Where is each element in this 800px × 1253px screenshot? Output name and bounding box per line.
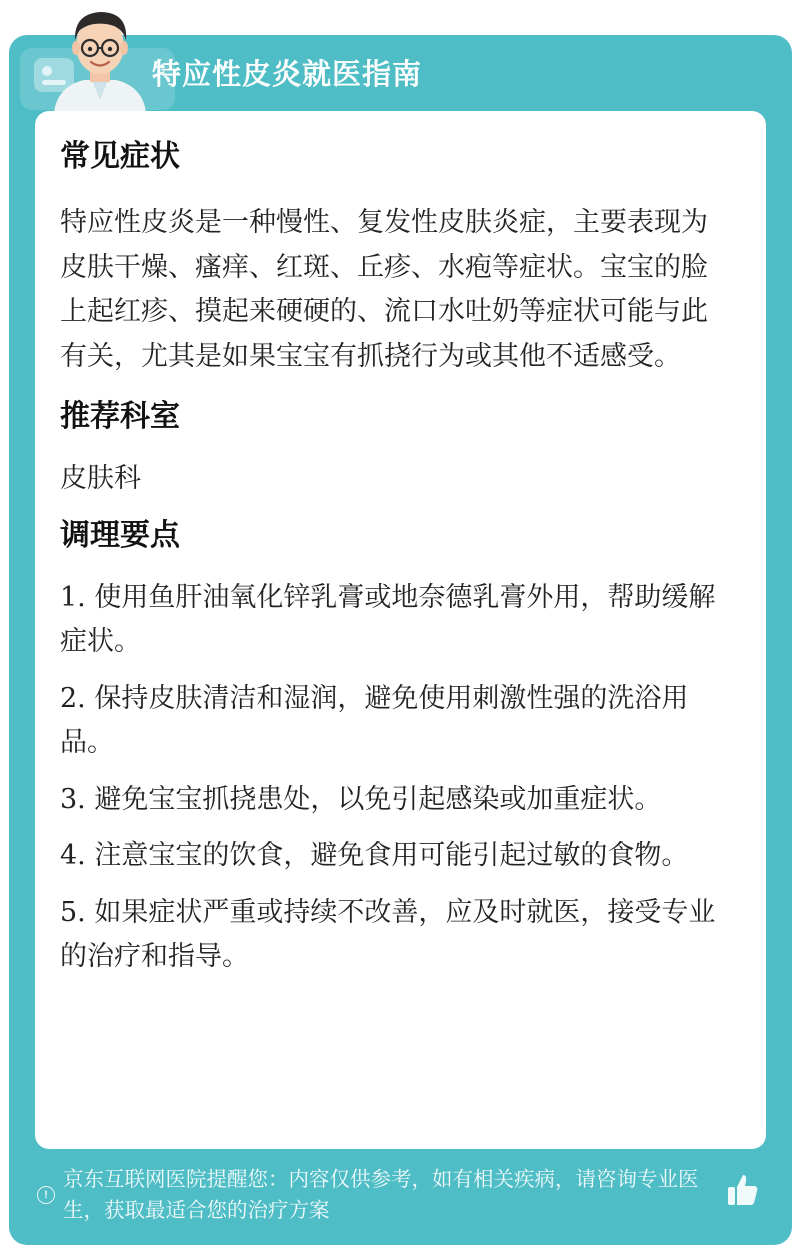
symptoms-text: 特应性皮炎是一种慢性、复发性皮肤炎症，主要表现为皮肤干燥、瘙痒、红斑、丘疹、水疱等症状。宝宝的脸上起红疹、摸起来硬硬的、流口水吐奶等症状可能与此有关，尤其是如果宝宝有抓挠行为或其他不适感受。 [60, 207, 708, 372]
list-item-number: 3. [60, 783, 86, 815]
disclaimer-text: 京东互联网医院提醒您：内容仅供参考，如有相关疾病，请咨询专业医生，获取最适合您的治疗方案 [63, 1167, 699, 1222]
list-item-text: 避免宝宝抓挠患处，以免引起感染或加重症状。 [94, 783, 662, 815]
symptoms-heading: 常见症状 [60, 139, 180, 174]
list-item-number: 1. [60, 581, 86, 613]
thumbs-up-icon[interactable] [726, 1172, 760, 1208]
list-item [60, 778, 725, 823]
list-item-number: 5. [60, 896, 86, 928]
list-item-text: 如果症状严重或持续不改善，应及时就医，接受专业的治疗和指导。 [60, 896, 716, 972]
page-title: 特应性皮炎就医指南 [152, 57, 423, 91]
list-item [60, 677, 725, 766]
list-item [60, 891, 725, 980]
care-list [60, 576, 725, 980]
list-item-number: 4. [60, 840, 86, 871]
list-item-text: 使用鱼肝油氧化锌乳膏或地奈德乳膏外用，帮助缓解症状。 [60, 581, 716, 657]
list-item [60, 834, 725, 879]
care-heading: 调理要点 [60, 517, 180, 553]
department-text: 皮肤科 [60, 463, 141, 494]
doctor-avatar [44, 0, 156, 112]
list-item [60, 576, 725, 665]
department-heading: 推荐科室 [60, 399, 180, 434]
list-item-text: 保持皮肤清洁和湿润，避免使用刺激性强的洗浴用品。 [60, 682, 689, 758]
list-item-text: 注意宝宝的饮食，避免食用可能引起过敏的食物。 [94, 840, 689, 871]
guide-content [60, 135, 725, 992]
info-icon: ! [37, 1186, 55, 1204]
list-item-number: 2. [60, 682, 86, 714]
